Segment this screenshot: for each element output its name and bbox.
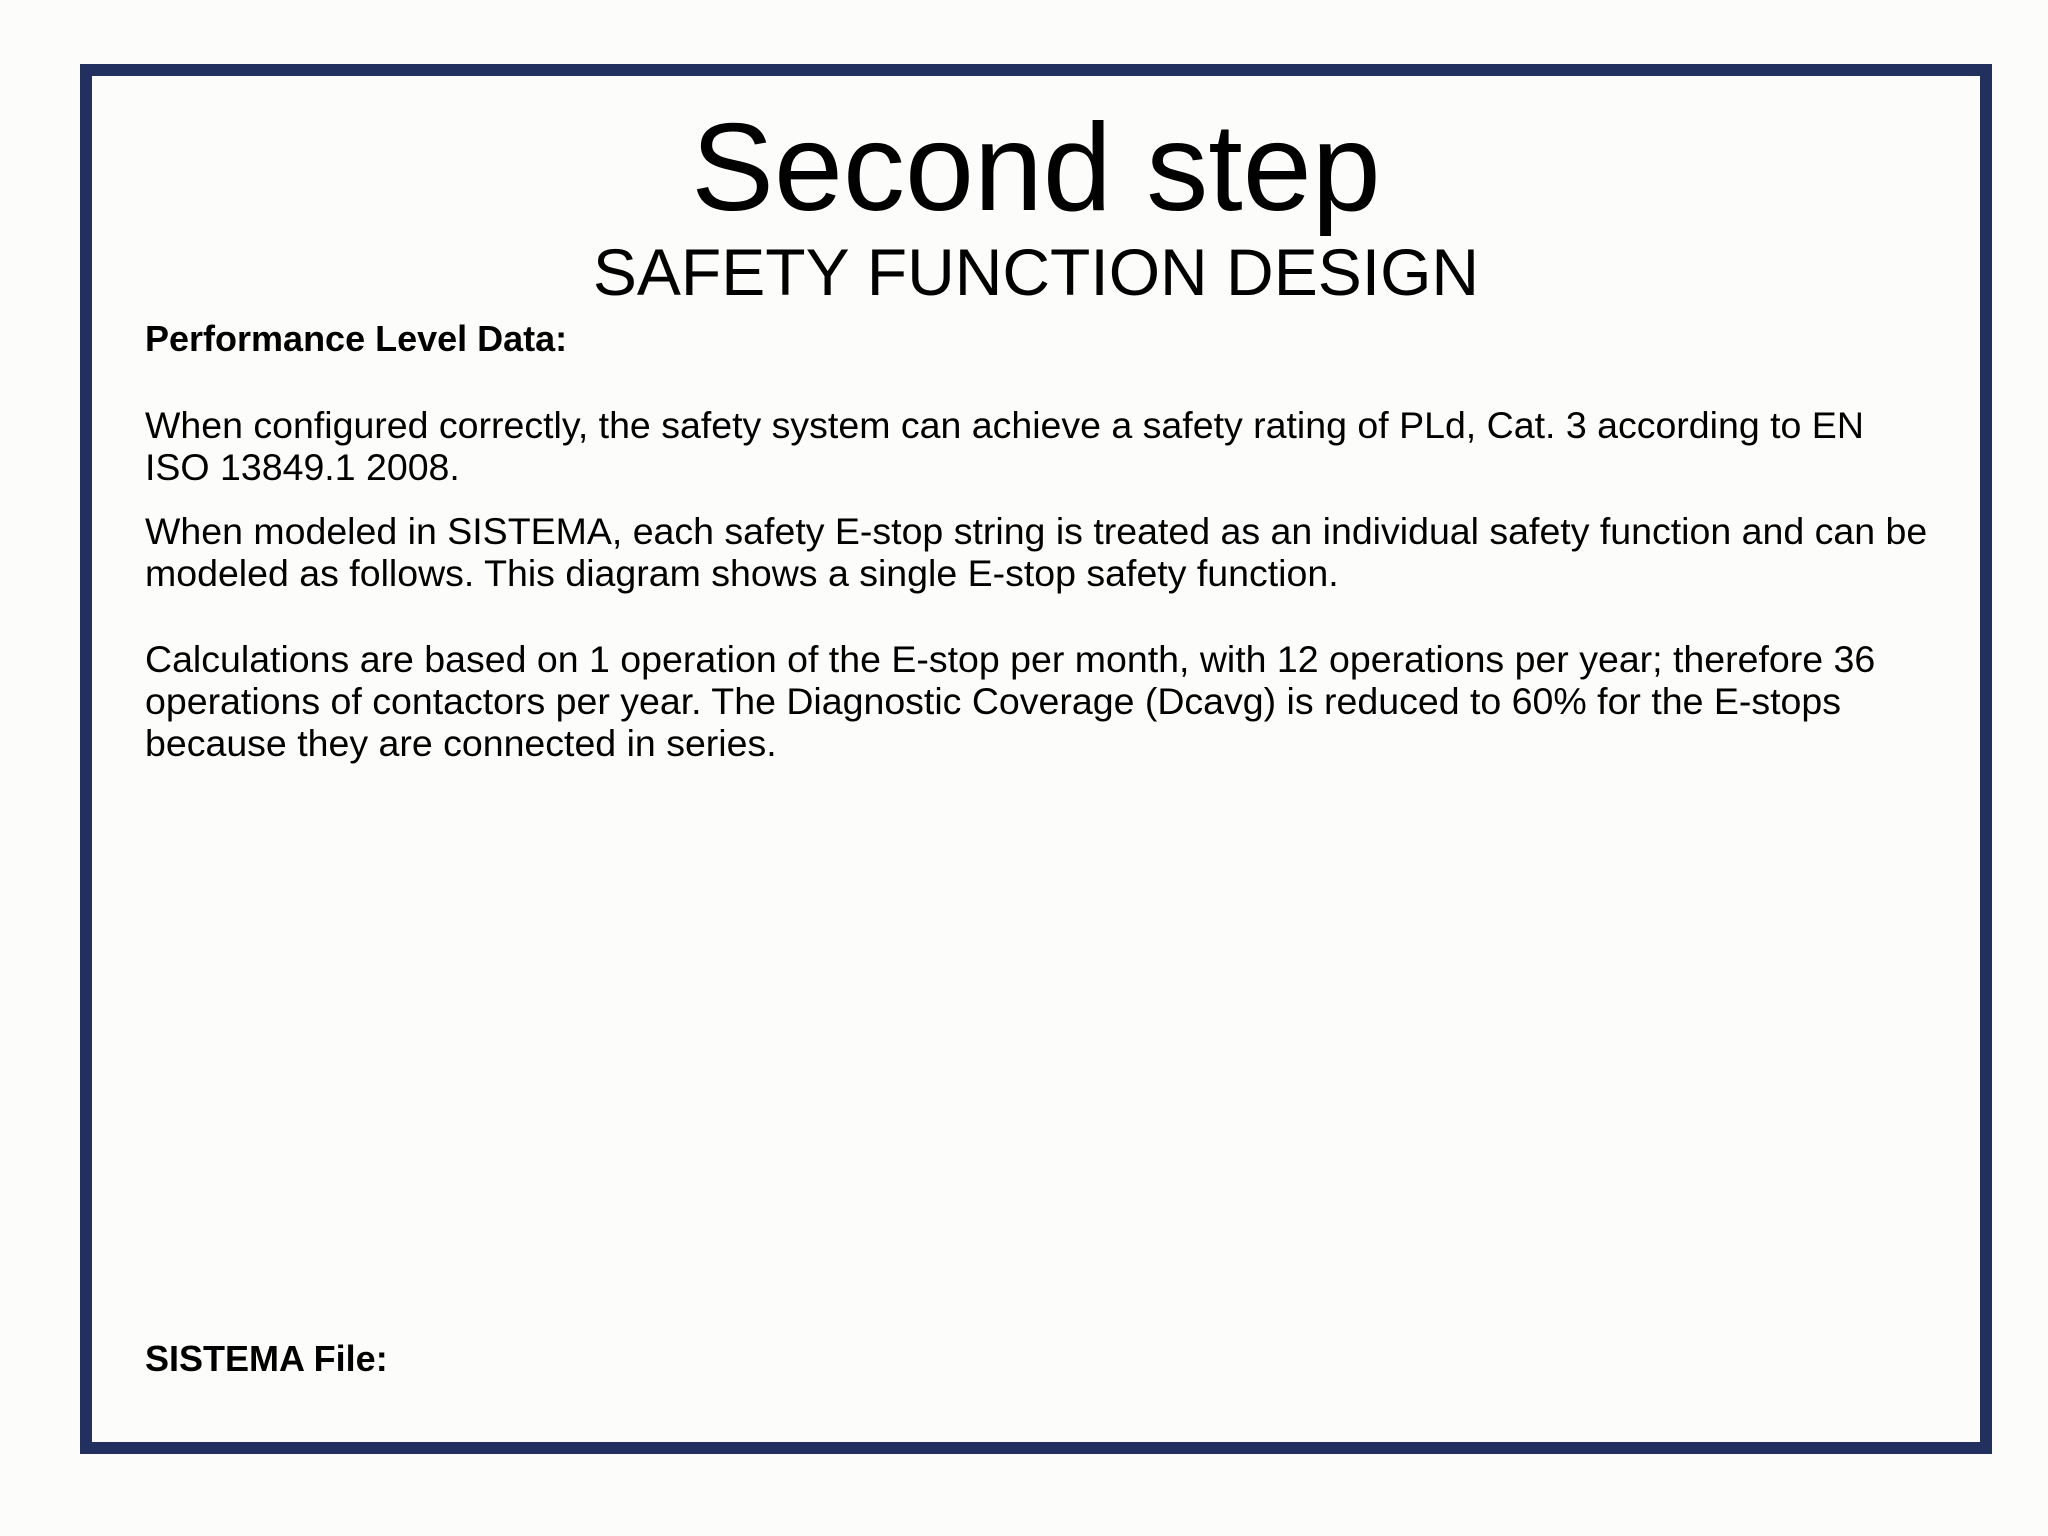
section-heading: Performance Level Data: xyxy=(145,318,568,359)
slide-frame xyxy=(80,64,1992,1454)
paragraph-calculations: Calculations are based on 1 operation of the E-stop per month, with 12 operations per year; therefore 36 operations of contactors per year. The Diagnostic Coverage (Dcavg) is reduced to 60% for the E-stops because they are connected in series. xyxy=(145,638,1876,764)
slide-title: Second step xyxy=(691,99,1381,237)
paragraph-performance-rating: When configured correctly, the safety system can achieve a safety rating of PLd, Cat. 3 according to EN ISO 13849.1 2008. xyxy=(145,404,1864,488)
slide-subtitle: SAFETY FUNCTION DESIGN xyxy=(592,235,1480,309)
sistema-file-label: SISTEMA File: xyxy=(145,1338,388,1379)
paragraph-sistema-modeling: When modeled in SISTEMA, each safety E-stop string is treated as an individual safety function and can be modeled as follows. This diagram shows a single E-stop safety function. xyxy=(145,510,1928,594)
slide-content xyxy=(145,318,1935,786)
